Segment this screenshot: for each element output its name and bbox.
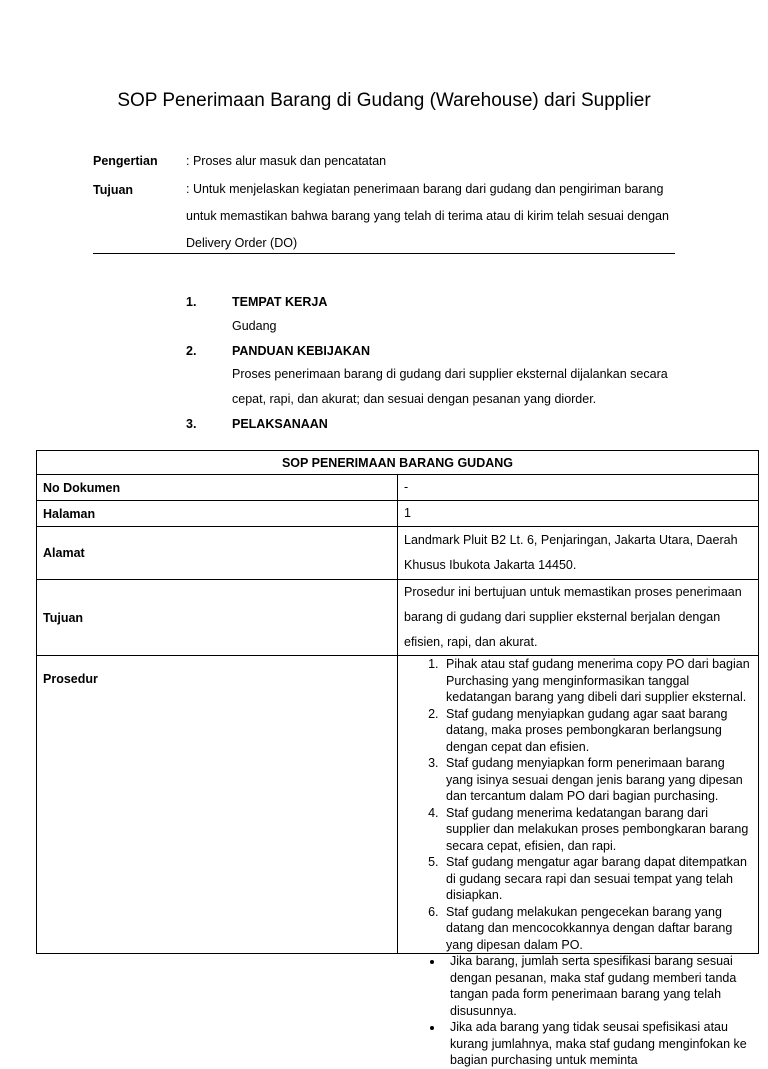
table-row [37,475,759,501]
section-1-number: 1. [186,295,197,309]
row-value: Landmark Pluit B2 Lt. 6, Penjaringan, Jakarta Utara, Daerah Khusus Ibukota Jakarta 14450. [398,527,759,580]
sop-table [36,450,759,1067]
row-value: 1 [398,501,759,527]
table-header: SOP PENERIMAAN BARANG GUDANG [37,451,759,475]
prosedur-content [404,656,752,1067]
divider [93,253,675,254]
section-2-heading: PANDUAN KEBIJAKAN [232,344,370,358]
row-value: - [398,475,759,501]
prosedur-sublist [404,953,752,1069]
list-item: 3. Staf gudang menyiapkan form penerimaan barang yang isinya sesuai dengan jenis barang yang dipesan dan tercantum dalam PO dari bagian purchasing. [442,755,752,805]
section-3-heading: PELAKSANAAN [232,417,328,431]
row-label: Alamat [37,527,398,580]
list-item: 1. Pihak atau staf gudang menerima copy PO dari bagian Purchasing yang menginformasikan tanggal kedatangan barang yang dibeli dari supplier eksternal. [442,656,752,706]
row-label: Tujuan [37,580,398,656]
section-2-number: 2. [186,344,197,358]
list-item: 6. Staf gudang melakukan pengecekan barang yang datang dan mencocokkannya dengan daftar barang yang dipesan dalam PO. [442,904,752,954]
row-value: Prosedur ini bertujuan untuk memastikan proses penerimaan barang di gudang dari supplier eksternal berjalan dengan efisien, rapi, dan akurat. [398,580,759,656]
section-2-body: Proses penerimaan barang di gudang dari supplier eksternal dijalankan secara cepat, rapi, dan akurat; dan sesuai dengan pesanan yang diorder. [232,367,668,406]
section-3-number: 3. [186,417,197,431]
row-label: No Dokumen [37,475,398,501]
tujuan-value: : Untuk menjelaskan kegiatan penerimaan barang dari gudang dan pengiriman barang untuk memastikan bahwa barang yang telah di terima atau di kirim telah sesuai dengan Delivery Order (DO) [186,182,669,250]
pengertian-label: Pengertian [93,154,158,168]
prosedur-cell [398,656,759,1067]
table-row [37,501,759,527]
list-item: • Jika barang, jumlah serta spesifikasi barang sesuai dengan pesanan, maka staf gudang memberi tanda tangan pada form penerimaan barang yang telah disusunnya. [444,953,752,1019]
section-1-heading: TEMPAT KERJA [232,295,328,309]
prosedur-label: Prosedur [37,656,398,954]
tujuan-label: Tujuan [93,183,134,197]
list-item: • Jika ada barang yang tidak seusai spefisikasi atau kurang jumlahnya, maka staf gudang menginfokan ke bagian purchasing untuk meminta [444,1019,752,1069]
list-item: 5. Staf gudang mengatur agar barang dapat ditempatkan di gudang secara rapi dan sesuai tempat yang telah disiapkan. [442,854,752,904]
pengertian-value: : Proses alur masuk dan pencatatan [186,154,387,168]
table-row [37,580,759,656]
list-item: 4. Staf gudang menerima kedatangan barang dari supplier dan melakukan proses pembongkaran barang secara cepat, efisien, dan rapi. [442,805,752,855]
table-header-row [37,451,759,475]
page-title: SOP Penerimaan Barang di Gudang (Warehouse) dari Supplier [117,90,651,111]
row-label: Halaman [37,501,398,527]
table-row [37,527,759,580]
section-1-body: Gudang [232,319,277,333]
prosedur-list [404,656,752,953]
prosedur-row [37,656,759,954]
list-item: 2. Staf gudang menyiapkan gudang agar saat barang datang, maka proses pembongkaran berlangsung dengan cepat dan efisien. [442,706,752,756]
